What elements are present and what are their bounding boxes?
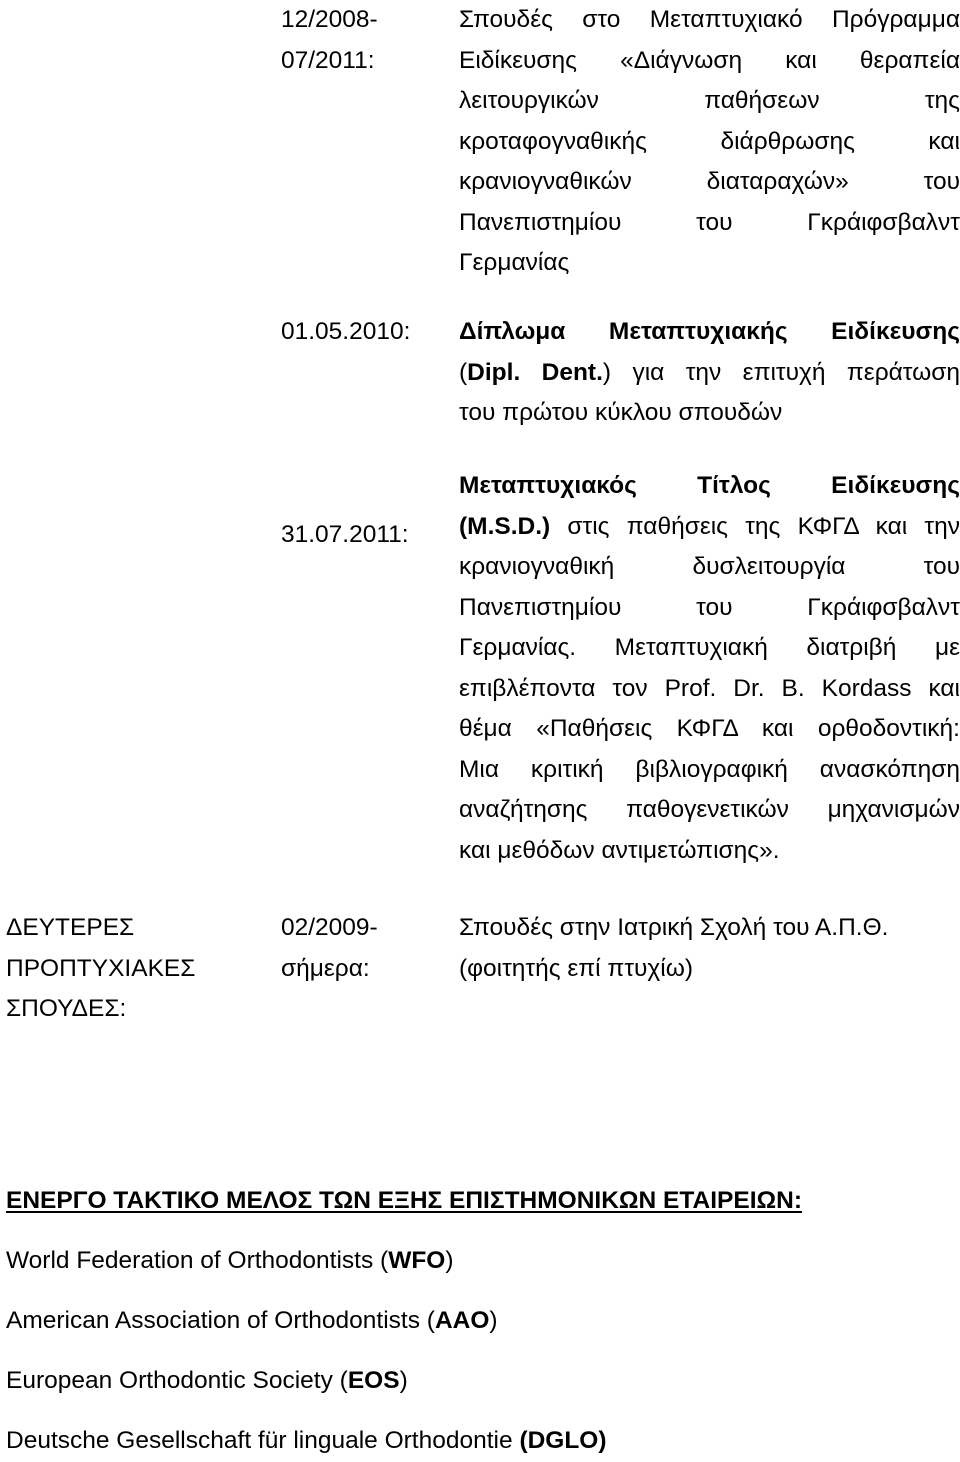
membership-abbr: (DGLO) [519, 1427, 607, 1454]
body-line: κρανιογναθικών διαταραχών» του [459, 168, 960, 195]
date-line: 07/2011: [281, 46, 375, 74]
entry-1-date [281, 0, 441, 81]
undergrad-body [459, 908, 960, 989]
msd-line: (M.S.D.) στις παθήσεις της ΚΦΓΔ και την [459, 512, 960, 540]
membership-item: World Federation of Orthodontists (WFO) [6, 1247, 454, 1274]
body-line: θέμα «Παθήσεις ΚΦΓΔ και ορθοδοντική: [459, 715, 960, 742]
membership-abbr: AAO [434, 1307, 490, 1334]
membership-abbr: WFO [388, 1247, 446, 1274]
body-line: αναζήτησης παθογενετικών μηχανισμών [459, 796, 960, 823]
diploma-title: Δίπλωμα Μεταπτυχιακής Ειδίκευσης [459, 318, 960, 345]
membership-item: European Orthodontic Society (EOS) [6, 1367, 408, 1394]
membership-item: American Association of Orthodontists (AAO) [6, 1307, 498, 1334]
body-line: Ειδίκευσης «Διάγνωση και θεραπεία [459, 46, 960, 74]
body-line: κρανιογναθική δυσλειτουργία του [459, 553, 960, 580]
body-line: κροταφογναθικής διάρθρωσης και [459, 127, 960, 155]
body-line: Πανεπιστημίου του Γκράιφσβαλντ [459, 208, 960, 236]
date-line: 02/2009- [281, 914, 378, 941]
memberships-heading: ΕΝΕΡΓΟ ΤΑΚΤΙΚΟ ΜΕΛΟΣ ΤΩΝ ΕΞΗΣ ΕΠΙΣΤΗΜΟΝΙΚΩΝ ΕΤΑΙΡΕΙΩΝ: [6, 1187, 802, 1214]
body-line: και μεθόδων αντιμετώπισης». [459, 836, 780, 864]
undergrad-date [281, 908, 441, 989]
entry-2-body [459, 312, 960, 434]
membership-abbr: EOS [347, 1367, 400, 1394]
body-line: Σπουδές στην Ιατρική Σχολή του Α.Π.Θ. [459, 914, 889, 941]
date-line: 01.05.2010: [281, 318, 411, 345]
entry-3-body [459, 466, 960, 871]
entry-2-date [281, 312, 441, 353]
date-line: 31.07.2011: [281, 521, 409, 548]
diploma-abbr: Dipl. Dent. [467, 358, 603, 386]
membership-item: Deutsche Gesellschaft für linguale Orthodontie (DGLO) [6, 1427, 607, 1454]
section-line: ΔΕΥΤΕΡΕΣ [6, 914, 135, 941]
body-line: Σπουδές στο Μεταπτυχιακό Πρόγραμμα [459, 6, 960, 33]
diploma-line: (Dipl. Dent.) για την επιτυχή περάτωση [459, 358, 960, 386]
body-line: (φοιτητής επί πτυχίω) [459, 954, 693, 982]
msd-title: Μεταπτυχιακός Τίτλος Ειδίκευσης [459, 472, 960, 499]
section-line: ΣΠΟΥΔΕΣ: [6, 995, 127, 1022]
diploma-line: του πρώτου κύκλου σπουδών [459, 399, 783, 426]
body-line: λειτουργικών παθήσεων της [459, 87, 960, 114]
msd-abbr: (M.S.D.) [459, 512, 551, 540]
body-line: Πανεπιστημίου του Γκράιφσβαλντ [459, 593, 960, 621]
body-line: Γερμανίας [459, 249, 570, 276]
date-line: 12/2008- [281, 6, 378, 33]
body-line: Μια κριτική βιβλιογραφική ανασκόπηση [459, 755, 960, 783]
date-line: σήμερα: [281, 954, 370, 982]
undergrad-section-label [6, 908, 256, 1030]
section-line: ΠΡΟΠΤΥΧΙΑΚΕΣ [6, 954, 196, 982]
entry-3-date [281, 515, 441, 556]
entry-1-body [459, 0, 960, 284]
body-line: Γερμανίας. Μεταπτυχιακή διατριβή με [459, 634, 960, 661]
body-line: επιβλέποντα τον Prof. Dr. B. Kordass και [459, 674, 960, 702]
